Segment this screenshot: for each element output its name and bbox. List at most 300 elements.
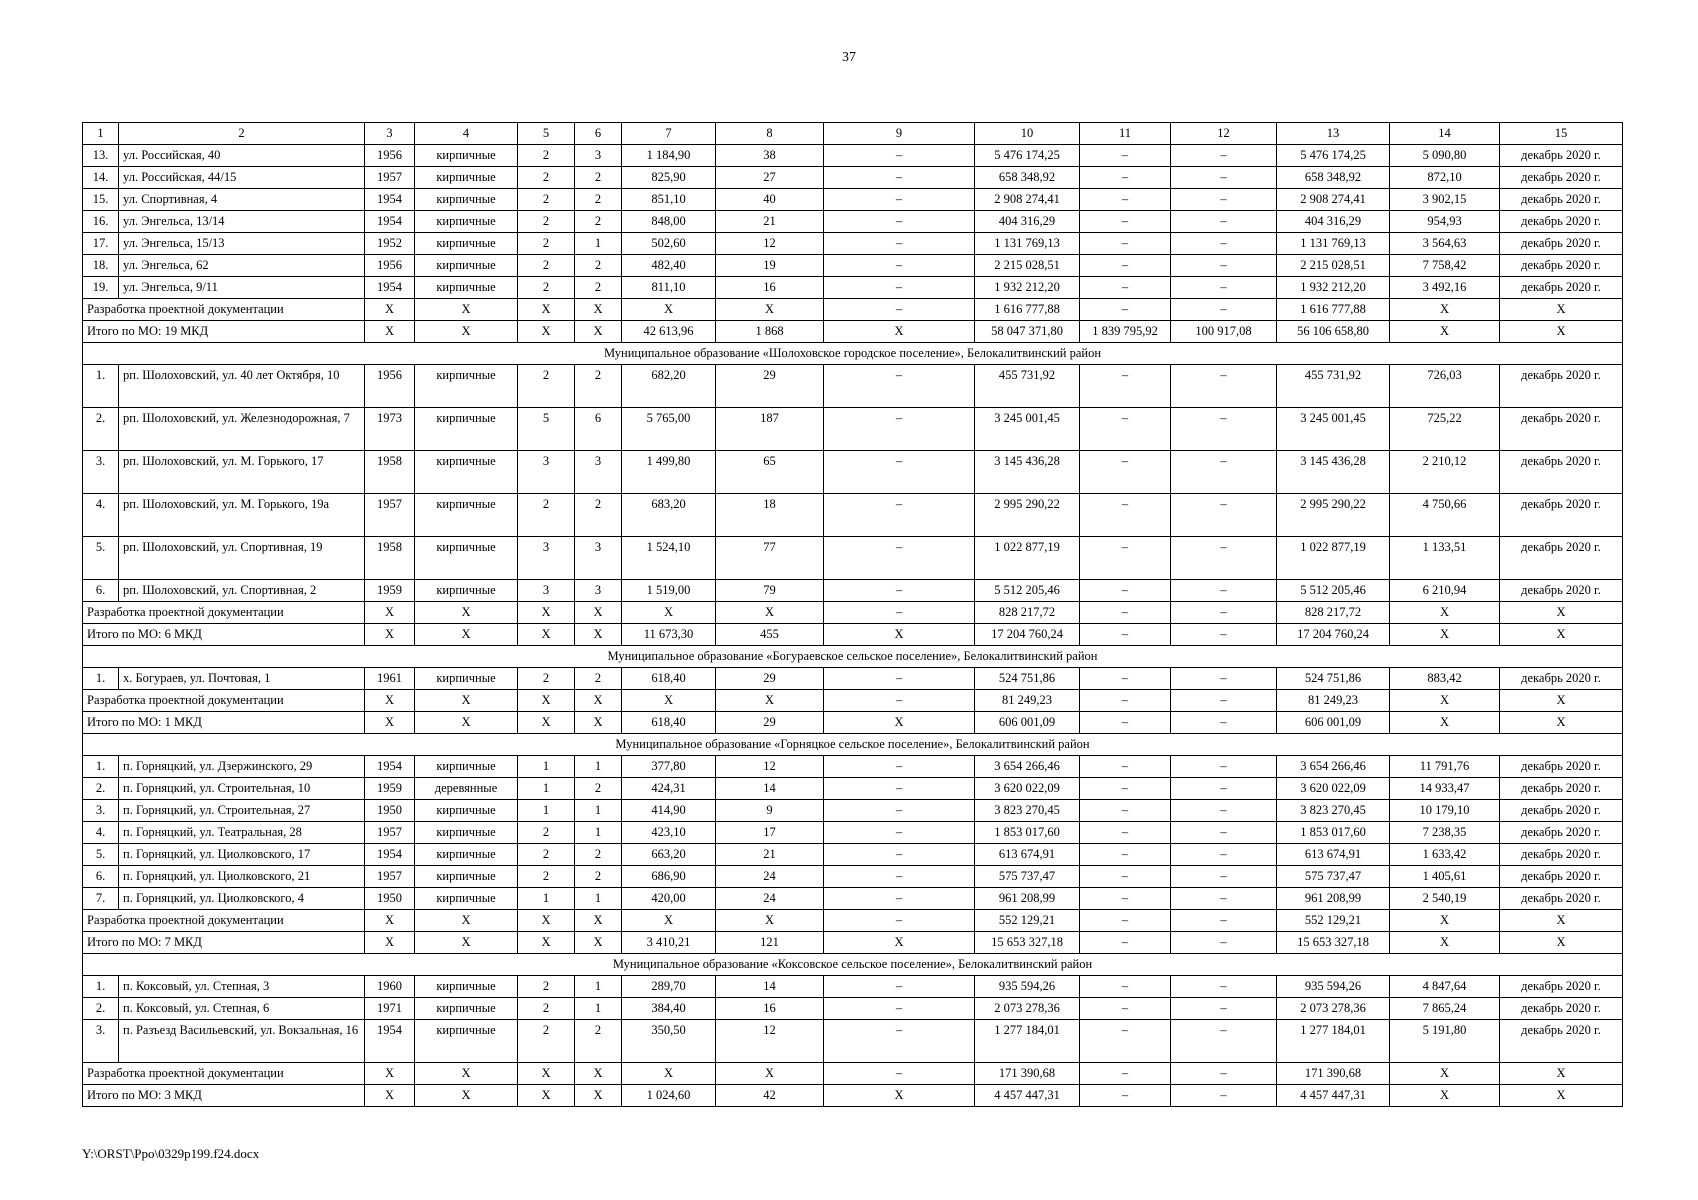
address-cell: рп. Шолоховский, ул. 40 лет Октября, 10 xyxy=(119,365,365,408)
table-cell: 14 xyxy=(716,778,824,800)
table-cell: 2 210,12 xyxy=(1390,451,1500,494)
table-cell: кирпичные xyxy=(415,668,518,690)
table-cell: 18. xyxy=(83,255,119,277)
table-cell: 3 564,63 xyxy=(1390,233,1500,255)
table-cell: кирпичные xyxy=(415,800,518,822)
table-cell: Х xyxy=(575,932,622,954)
summary-row xyxy=(83,321,1623,343)
table-cell: – xyxy=(1171,233,1277,255)
table-cell: 16 xyxy=(716,277,824,299)
summary-row xyxy=(83,932,1623,954)
section-header-row xyxy=(83,734,1623,756)
table-cell: 7. xyxy=(83,888,119,910)
table-cell: – xyxy=(1171,822,1277,844)
table-cell: 6 210,94 xyxy=(1390,580,1500,602)
table-cell: Х xyxy=(365,690,415,712)
table-cell: Х xyxy=(415,1085,518,1107)
table-cell: 618,40 xyxy=(622,712,716,734)
summary-row xyxy=(83,690,1623,712)
table-cell: 4. xyxy=(83,494,119,537)
table-cell: – xyxy=(1171,756,1277,778)
table-row xyxy=(83,866,1623,888)
table-cell: 384,40 xyxy=(622,998,716,1020)
table-cell: 1973 xyxy=(365,408,415,451)
address-cell: ул. Энгельса, 15/13 xyxy=(119,233,365,255)
table-cell: Х xyxy=(716,690,824,712)
table-cell: декабрь 2020 г. xyxy=(1500,167,1623,189)
table-cell: 24 xyxy=(716,866,824,888)
table-cell: 1959 xyxy=(365,580,415,602)
summary-label: Разработка проектной документации xyxy=(83,1063,365,1085)
table-cell: кирпичные xyxy=(415,756,518,778)
table-cell: 2 xyxy=(518,866,575,888)
table-cell: 658 348,92 xyxy=(975,167,1080,189)
table-cell: Х xyxy=(824,624,975,646)
table-cell: – xyxy=(1171,580,1277,602)
table-cell: Х xyxy=(1390,712,1500,734)
table-cell: Х xyxy=(415,321,518,343)
table-cell: 575 737,47 xyxy=(975,866,1080,888)
address-cell: ул. Спортивная, 4 xyxy=(119,189,365,211)
table-cell: Х xyxy=(365,624,415,646)
table-cell: Х xyxy=(575,712,622,734)
table-cell: 6 xyxy=(575,408,622,451)
table-cell: Х xyxy=(1390,1085,1500,1107)
table-cell: 1954 xyxy=(365,277,415,299)
table-cell: Х xyxy=(415,712,518,734)
summary-label: Разработка проектной документации xyxy=(83,299,365,321)
table-cell: декабрь 2020 г. xyxy=(1500,494,1623,537)
summary-label: Итого по МО: 3 МКД xyxy=(83,1085,365,1107)
table-cell: 414,90 xyxy=(622,800,716,822)
table-cell: 3 245 001,45 xyxy=(975,408,1080,451)
table-cell: 1 839 795,92 xyxy=(1080,321,1171,343)
table-cell: Х xyxy=(1390,602,1500,624)
table-cell: декабрь 2020 г. xyxy=(1500,866,1623,888)
table-cell: – xyxy=(824,910,975,932)
table-cell: Х xyxy=(1390,1063,1500,1085)
table-cell: 7 865,24 xyxy=(1390,998,1500,1020)
table-cell: – xyxy=(824,451,975,494)
table-cell: 3 620 022,09 xyxy=(975,778,1080,800)
table-row xyxy=(83,451,1623,494)
table-cell: – xyxy=(1080,866,1171,888)
table-cell: 1. xyxy=(83,756,119,778)
table-cell: 1 xyxy=(518,800,575,822)
table-cell: 2 xyxy=(575,255,622,277)
table-row xyxy=(83,1020,1623,1063)
table-cell: – xyxy=(1171,778,1277,800)
table-cell: – xyxy=(1080,756,1171,778)
table-cell: Х xyxy=(518,1085,575,1107)
table-cell: 3 xyxy=(518,537,575,580)
table-cell: Х xyxy=(415,910,518,932)
table-cell: 1957 xyxy=(365,167,415,189)
table-cell: – xyxy=(1080,365,1171,408)
table-cell: 2 xyxy=(518,233,575,255)
table-cell: 618,40 xyxy=(622,668,716,690)
table-cell: Х xyxy=(518,932,575,954)
column-number-row xyxy=(83,123,1623,145)
table-cell: 2 xyxy=(518,998,575,1020)
table-cell: 2 215 028,51 xyxy=(975,255,1080,277)
table-cell: 5 xyxy=(518,408,575,451)
table-cell: 79 xyxy=(716,580,824,602)
table-cell: декабрь 2020 г. xyxy=(1500,822,1623,844)
table-row xyxy=(83,255,1623,277)
table-cell: 575 737,47 xyxy=(1277,866,1390,888)
table-cell: 1 xyxy=(575,888,622,910)
table-cell: 17. xyxy=(83,233,119,255)
table-cell: 11 791,76 xyxy=(1390,756,1500,778)
table-cell: 18 xyxy=(716,494,824,537)
section-title: Муниципальное образование «Коксовское сельское поселение», Белокалитвинский район xyxy=(83,954,1623,976)
table-cell: 5 476 174,25 xyxy=(1277,145,1390,167)
table-cell: – xyxy=(824,690,975,712)
table-cell: 423,10 xyxy=(622,822,716,844)
table-cell: 1960 xyxy=(365,976,415,998)
table-body xyxy=(83,123,1623,1107)
table-cell: 828 217,72 xyxy=(1277,602,1390,624)
table-cell: декабрь 2020 г. xyxy=(1500,189,1623,211)
table-cell: – xyxy=(824,408,975,451)
table-cell: Х xyxy=(1500,1063,1623,1085)
table-cell: – xyxy=(1171,145,1277,167)
table-cell: 14 933,47 xyxy=(1390,778,1500,800)
table-cell: 424,31 xyxy=(622,778,716,800)
table-cell: – xyxy=(824,778,975,800)
table-cell: 1958 xyxy=(365,537,415,580)
table-cell: 1 024,60 xyxy=(622,1085,716,1107)
table-cell: – xyxy=(1080,1085,1171,1107)
section-header-row xyxy=(83,343,1623,365)
table-cell: 29 xyxy=(716,668,824,690)
table-cell: декабрь 2020 г. xyxy=(1500,277,1623,299)
table-cell: кирпичные xyxy=(415,494,518,537)
table-cell: 4 457 447,31 xyxy=(1277,1085,1390,1107)
table-cell: 40 xyxy=(716,189,824,211)
table-cell: – xyxy=(824,537,975,580)
table-cell: 2 073 278,36 xyxy=(975,998,1080,1020)
table-cell: – xyxy=(1080,1063,1171,1085)
table-cell: 1 616 777,88 xyxy=(1277,299,1390,321)
table-cell: 6. xyxy=(83,580,119,602)
table-cell: декабрь 2020 г. xyxy=(1500,976,1623,998)
table-cell: Х xyxy=(575,321,622,343)
table-cell: 1954 xyxy=(365,211,415,233)
column-number-cell: 2 xyxy=(119,123,365,145)
table-cell: – xyxy=(1171,408,1277,451)
table-cell: Х xyxy=(1390,321,1500,343)
table-cell: – xyxy=(824,888,975,910)
summary-row xyxy=(83,624,1623,646)
table-cell: – xyxy=(1171,365,1277,408)
table-cell: Х xyxy=(716,602,824,624)
page-number: 37 xyxy=(842,50,856,65)
table-cell: – xyxy=(1080,255,1171,277)
table-cell: 1 932 212,20 xyxy=(975,277,1080,299)
table-cell: 2. xyxy=(83,778,119,800)
table-cell: кирпичные xyxy=(415,537,518,580)
table-cell: 682,20 xyxy=(622,365,716,408)
table-row xyxy=(83,778,1623,800)
table-cell: 21 xyxy=(716,844,824,866)
table-cell: Х xyxy=(518,321,575,343)
summary-row xyxy=(83,299,1623,321)
table-cell: 5. xyxy=(83,537,119,580)
table-cell: 17 xyxy=(716,822,824,844)
table-cell: 16. xyxy=(83,211,119,233)
table-cell: 1956 xyxy=(365,365,415,408)
column-number-cell: 11 xyxy=(1080,123,1171,145)
table-cell: 1950 xyxy=(365,800,415,822)
table-cell: декабрь 2020 г. xyxy=(1500,580,1623,602)
table-cell: 2 215 028,51 xyxy=(1277,255,1390,277)
table-cell: – xyxy=(824,976,975,998)
table-cell: кирпичные xyxy=(415,365,518,408)
table-cell: 1954 xyxy=(365,189,415,211)
table-cell: декабрь 2020 г. xyxy=(1500,365,1623,408)
address-cell: п. Горняцкий, ул. Циолковского, 17 xyxy=(119,844,365,866)
table-cell: Х xyxy=(622,910,716,932)
table-cell: 81 249,23 xyxy=(975,690,1080,712)
table-cell: 3 xyxy=(518,451,575,494)
table-row xyxy=(83,167,1623,189)
table-cell: Х xyxy=(1390,932,1500,954)
table-cell: Х xyxy=(415,299,518,321)
table-cell: 1 022 877,19 xyxy=(975,537,1080,580)
table-cell: 2 995 290,22 xyxy=(975,494,1080,537)
table-cell: 3. xyxy=(83,451,119,494)
table-cell: 2 xyxy=(518,844,575,866)
table-cell: 2 xyxy=(575,1020,622,1063)
table-cell: 3 145 436,28 xyxy=(975,451,1080,494)
table-cell: 1 277 184,01 xyxy=(1277,1020,1390,1063)
table-cell: – xyxy=(1171,494,1277,537)
table-cell: Х xyxy=(518,624,575,646)
table-cell: Х xyxy=(1500,299,1623,321)
table-cell: Х xyxy=(415,602,518,624)
address-cell: п. Горняцкий, ул. Театральная, 28 xyxy=(119,822,365,844)
table-cell: 3 620 022,09 xyxy=(1277,778,1390,800)
table-cell: 7 758,42 xyxy=(1390,255,1500,277)
column-number-cell: 3 xyxy=(365,123,415,145)
table-cell: 15 653 327,18 xyxy=(1277,932,1390,954)
table-cell: 2 xyxy=(518,211,575,233)
table-cell: 65 xyxy=(716,451,824,494)
table-cell: декабрь 2020 г. xyxy=(1500,233,1623,255)
table-cell: Х xyxy=(365,1063,415,1085)
table-cell: Х xyxy=(622,1063,716,1085)
table-cell: 16 xyxy=(716,998,824,1020)
column-number-cell: 13 xyxy=(1277,123,1390,145)
table-cell: 1958 xyxy=(365,451,415,494)
table-cell: 29 xyxy=(716,365,824,408)
table-cell: – xyxy=(1080,998,1171,1020)
table-cell: 21 xyxy=(716,211,824,233)
summary-label: Разработка проектной документации xyxy=(83,690,365,712)
table-cell: 455 xyxy=(716,624,824,646)
table-cell: 3 xyxy=(575,145,622,167)
table-cell: – xyxy=(1171,1085,1277,1107)
table-cell: 725,22 xyxy=(1390,408,1500,451)
table-cell: – xyxy=(1080,537,1171,580)
table-cell: 3 xyxy=(575,451,622,494)
table-cell: – xyxy=(824,844,975,866)
table-cell: Х xyxy=(518,1063,575,1085)
table-cell: 404 316,29 xyxy=(975,211,1080,233)
table-cell: 2 xyxy=(575,844,622,866)
column-number-cell: 14 xyxy=(1390,123,1500,145)
table-cell: 954,93 xyxy=(1390,211,1500,233)
table-cell: декабрь 2020 г. xyxy=(1500,756,1623,778)
table-cell: – xyxy=(824,494,975,537)
table-cell: – xyxy=(1171,624,1277,646)
table-cell: – xyxy=(1080,976,1171,998)
table-cell: 12 xyxy=(716,233,824,255)
table-cell: 552 129,21 xyxy=(1277,910,1390,932)
table-cell: – xyxy=(1080,800,1171,822)
table-cell: 1952 xyxy=(365,233,415,255)
table-cell: Х xyxy=(575,690,622,712)
table-cell: Х xyxy=(415,690,518,712)
table-cell: – xyxy=(1171,910,1277,932)
table-cell: 17 204 760,24 xyxy=(1277,624,1390,646)
table-cell: 56 106 658,80 xyxy=(1277,321,1390,343)
table-cell: Х xyxy=(415,1063,518,1085)
table-cell: 2 xyxy=(518,365,575,408)
table-cell: – xyxy=(824,145,975,167)
table-cell: – xyxy=(1080,277,1171,299)
table-cell: кирпичные xyxy=(415,167,518,189)
table-cell: 502,60 xyxy=(622,233,716,255)
address-cell: п. Горняцкий, ул. Циолковского, 21 xyxy=(119,866,365,888)
table-cell: – xyxy=(1080,624,1171,646)
housing-table xyxy=(82,122,1623,1107)
address-cell: рп. Шолоховский, ул. Железнодорожная, 7 xyxy=(119,408,365,451)
address-cell: п. Горняцкий, ул. Дзержинского, 29 xyxy=(119,756,365,778)
table-cell: – xyxy=(824,580,975,602)
table-cell: 3. xyxy=(83,1020,119,1063)
table-cell: Х xyxy=(365,910,415,932)
table-cell: – xyxy=(1171,998,1277,1020)
table-cell: 3 654 266,46 xyxy=(975,756,1080,778)
table-cell: декабрь 2020 г. xyxy=(1500,998,1623,1020)
table-cell: 6. xyxy=(83,866,119,888)
table-cell: 1 524,10 xyxy=(622,537,716,580)
table-cell: Х xyxy=(622,690,716,712)
table-cell: 12 xyxy=(716,1020,824,1063)
table-cell: – xyxy=(1171,866,1277,888)
table-cell: 15 653 327,18 xyxy=(975,932,1080,954)
table-row xyxy=(83,844,1623,866)
table-cell: 1961 xyxy=(365,668,415,690)
file-path-footer: Y:\ORST\Ppo\0329p199.f24.docx xyxy=(82,1146,260,1161)
table-cell: 3 823 270,45 xyxy=(975,800,1080,822)
table-cell: 2 xyxy=(518,822,575,844)
table-cell: – xyxy=(824,365,975,408)
table-cell: Х xyxy=(365,1085,415,1107)
table-cell: 1956 xyxy=(365,255,415,277)
table-cell: 2 xyxy=(575,866,622,888)
summary-row xyxy=(83,1085,1623,1107)
table-cell: – xyxy=(824,668,975,690)
table-cell: 5 512 205,46 xyxy=(1277,580,1390,602)
table-cell: 1 xyxy=(518,778,575,800)
table-cell: 2 xyxy=(575,778,622,800)
table-cell: – xyxy=(1080,167,1171,189)
table-cell: 1 131 769,13 xyxy=(1277,233,1390,255)
table-cell: 4. xyxy=(83,822,119,844)
table-cell: 606 001,09 xyxy=(975,712,1080,734)
column-number-cell: 8 xyxy=(716,123,824,145)
summary-label: Разработка проектной документации xyxy=(83,602,365,624)
table-cell: 13. xyxy=(83,145,119,167)
table-cell: – xyxy=(1080,932,1171,954)
address-cell: ул. Российская, 44/15 xyxy=(119,167,365,189)
table-cell: – xyxy=(1171,668,1277,690)
table-cell: 3 xyxy=(575,580,622,602)
table-cell: 3 145 436,28 xyxy=(1277,451,1390,494)
section-header-row xyxy=(83,954,1623,976)
table-cell: кирпичные xyxy=(415,866,518,888)
table-cell: 171 390,68 xyxy=(1277,1063,1390,1085)
summary-label: Итого по МО: 6 МКД xyxy=(83,624,365,646)
table-cell: 1957 xyxy=(365,822,415,844)
table-cell: кирпичные xyxy=(415,277,518,299)
table-cell: – xyxy=(824,822,975,844)
table-cell: 455 731,92 xyxy=(975,365,1080,408)
table-cell: – xyxy=(824,602,975,624)
table-cell: 851,10 xyxy=(622,189,716,211)
table-cell: 2 073 278,36 xyxy=(1277,998,1390,1020)
table-cell: – xyxy=(1171,976,1277,998)
summary-row xyxy=(83,712,1623,734)
table-cell: Х xyxy=(575,602,622,624)
summary-row xyxy=(83,602,1623,624)
section-header-row xyxy=(83,646,1623,668)
table-cell: – xyxy=(1171,844,1277,866)
table-cell: 961 208,99 xyxy=(975,888,1080,910)
table-cell: кирпичные xyxy=(415,1020,518,1063)
address-cell: рп. Шолоховский, ул. М. Горького, 19а xyxy=(119,494,365,537)
table-cell: 825,90 xyxy=(622,167,716,189)
table-row xyxy=(83,145,1623,167)
table-cell: 2 xyxy=(575,668,622,690)
table-cell: 1 853 017,60 xyxy=(1277,822,1390,844)
table-cell: 1. xyxy=(83,976,119,998)
table-cell: – xyxy=(1080,668,1171,690)
table-cell: 524 751,86 xyxy=(1277,668,1390,690)
column-number-cell: 6 xyxy=(575,123,622,145)
table-cell: 1950 xyxy=(365,888,415,910)
table-cell: Х xyxy=(824,932,975,954)
table-cell: кирпичные xyxy=(415,580,518,602)
table-cell: – xyxy=(824,189,975,211)
table-cell: декабрь 2020 г. xyxy=(1500,1020,1623,1063)
table-cell: Х xyxy=(824,321,975,343)
table-cell: Х xyxy=(575,1085,622,1107)
table-cell: – xyxy=(824,211,975,233)
table-cell: кирпичные xyxy=(415,451,518,494)
table-cell: – xyxy=(1171,1063,1277,1085)
table-cell: кирпичные xyxy=(415,998,518,1020)
table-cell: 5 191,80 xyxy=(1390,1020,1500,1063)
table-cell: 1 405,61 xyxy=(1390,866,1500,888)
table-row xyxy=(83,189,1623,211)
table-cell: 2 xyxy=(518,277,575,299)
table-cell: – xyxy=(824,233,975,255)
